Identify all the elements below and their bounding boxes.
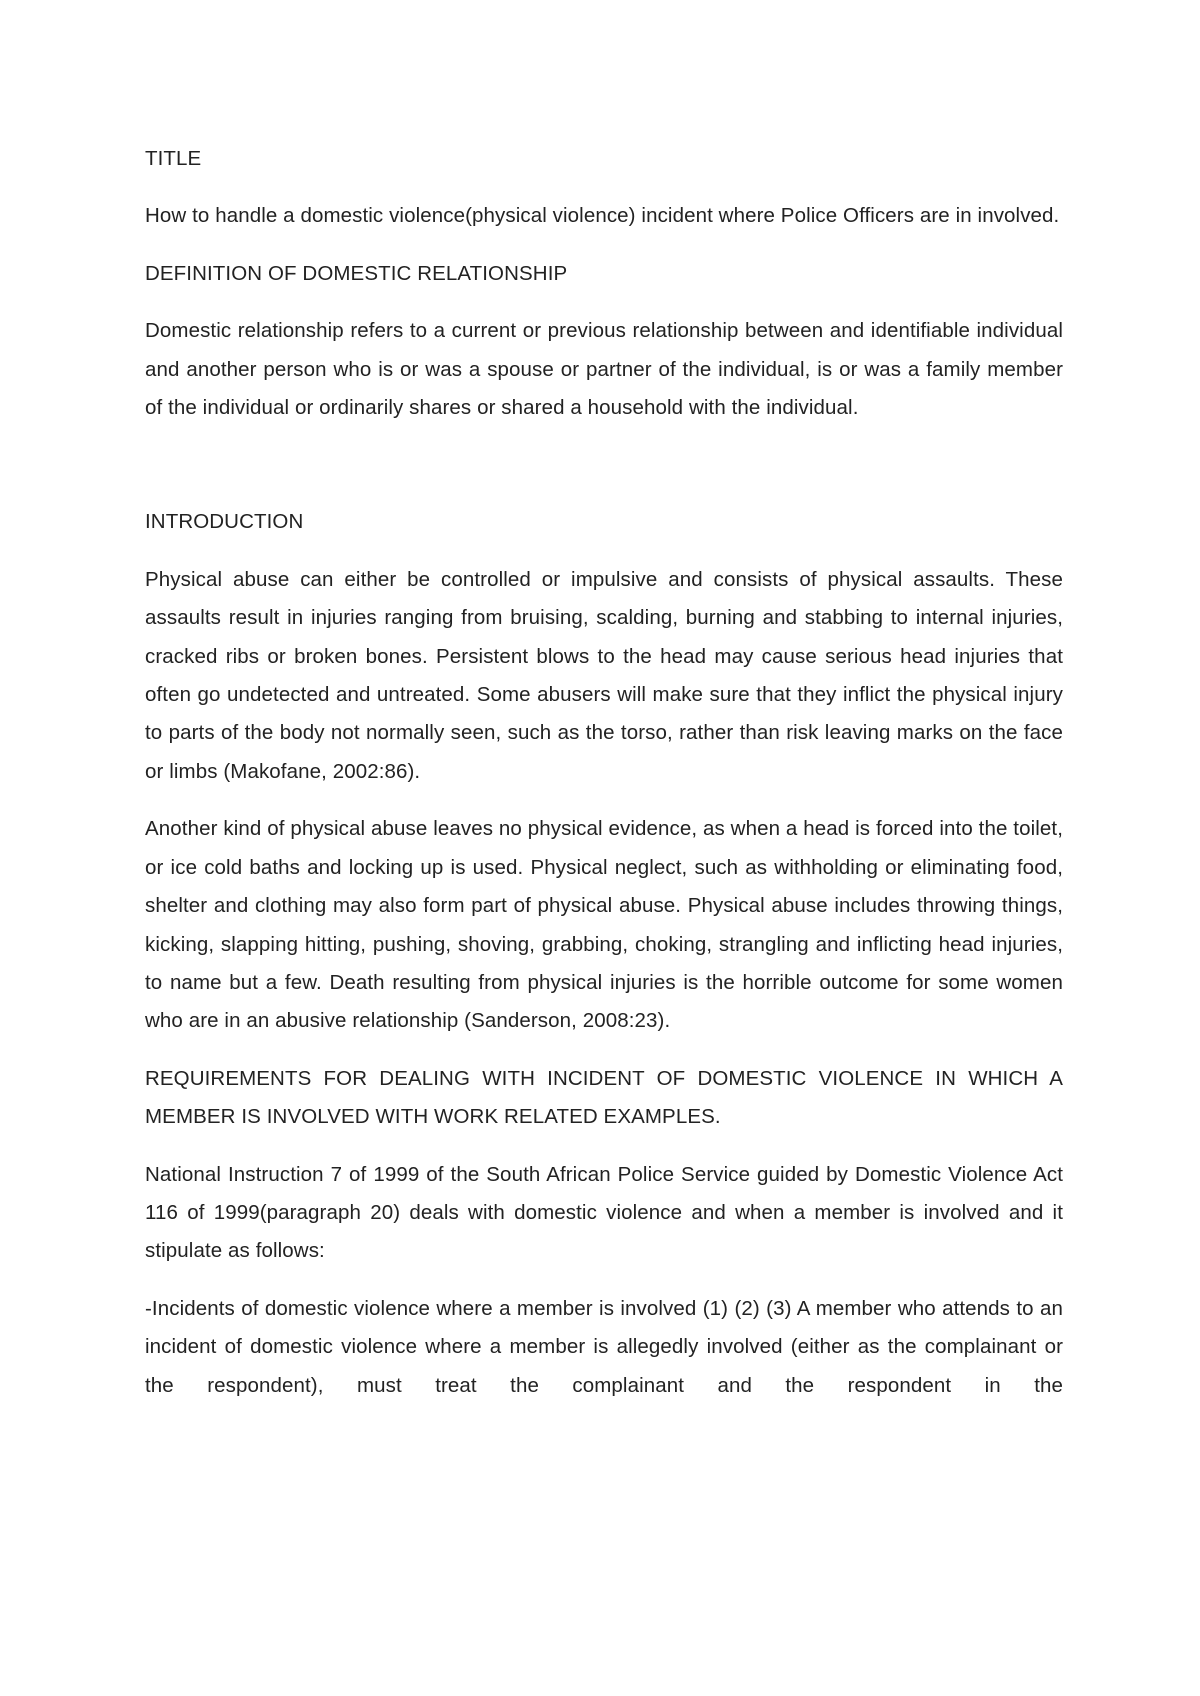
requirements-heading: REQUIREMENTS FOR DEALING WITH INCIDENT OF DOMESTIC VIOLENCE IN WHICH A MEMBER IS INVOLVED WITH WORK RELATED EXAMPLES. [145, 1066, 1063, 1129]
title-heading: TITLE [145, 147, 202, 170]
introduction-heading: INTRODUCTION [145, 510, 304, 534]
section-spacer [145, 446, 1063, 503]
title-text: How to handle a domestic violence(physical violence) incident where Police Officers are in involved. [145, 204, 1060, 228]
definition-heading: DEFINITION OF DOMESTIC RELATIONSHIP [145, 261, 568, 285]
requirements-paragraph-1: National Instruction 7 of 1999 of the South African Police Service guided by Domestic Violence Act 116 of 1999(paragraph 20) deals with domestic violence and when a member is involved and it stipulate as follows: [145, 1162, 1063, 1263]
document-body [145, 140, 1063, 1424]
requirements-paragraph-2: -Incidents of domestic violence where a member is involved (1) (2) (3) A member who attends to an incident of domestic violence where a member is allegedly involved (either as the complainant or the respondent), must treat the complainant and the respondent in the [145, 1296, 1063, 1397]
introduction-paragraph-1: Physical abuse can either be controlled or impulsive and consists of physical assaults. These assaults result in injuries ranging from bruising, scalding, burning and stabbing to internal injuries, cracked ribs or broken bones. Persistent blows to the head may cause serious head injuries that often go undetected and untreated. Some abusers will make sure that they inflict the physical injury to parts of the body not normally seen, such as the torso, rather than risk leaving marks on the face or limbs (Makofane, 2002:86). [145, 567, 1063, 783]
introduction-paragraph-2: Another kind of physical abuse leaves no physical evidence, as when a head is forced into the toilet, or ice cold baths and locking up is used. Physical neglect, such as withholding or eliminating food, shelter and clothing may also form part of physical abuse. Physical abuse includes throwing things, kicking, slapping hitting, pushing, shoving, grabbing, choking, strangling and inflicting head injuries, to name but a few. Death resulting from physical injuries is the horrible outcome for some women who are in an abusive relationship (Sanderson, 2008:23). [145, 817, 1063, 1033]
definition-paragraph: Domestic relationship refers to a current or previous relationship between and identifiable individual and another person who is or was a spouse or partner of the individual, is or was a family member of the individual or ordinarily shares or shared a household with the individual. [145, 319, 1063, 420]
